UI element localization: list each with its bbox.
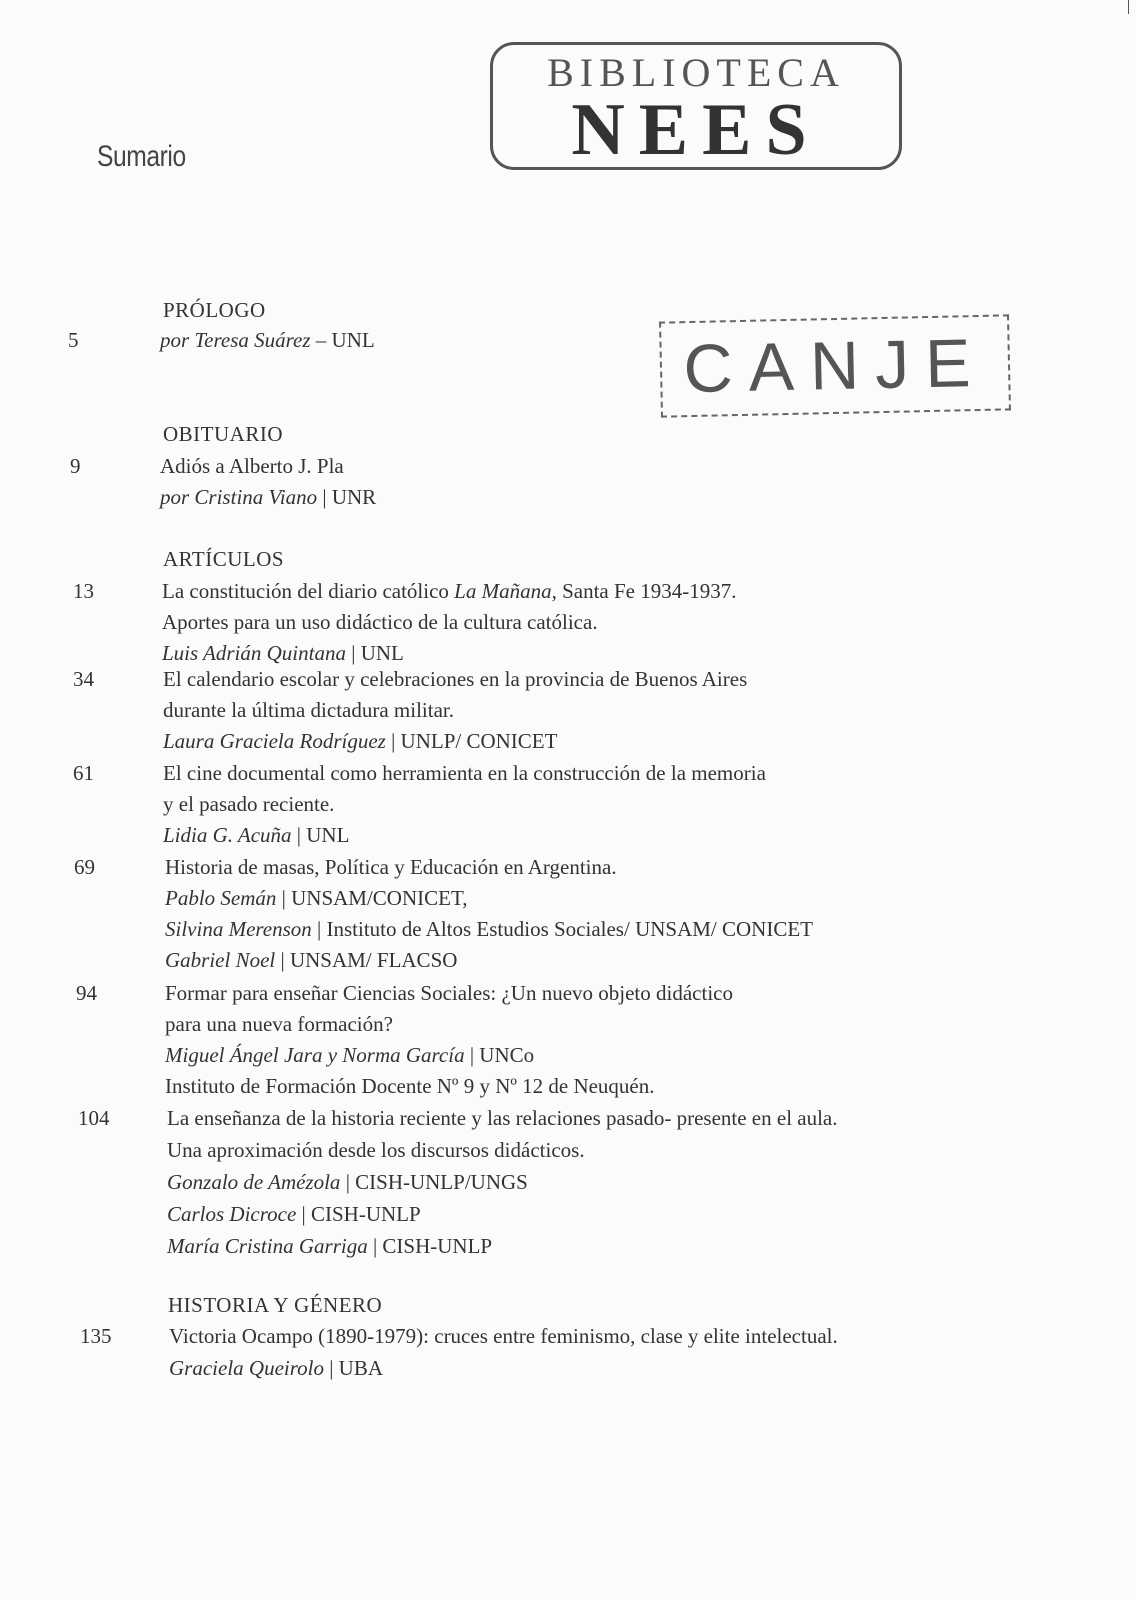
toc-text: y el pasado reciente. [163,792,335,816]
toc-text: | UNLP/ CONICET [385,729,558,753]
toc-text: El calendario escolar y celebraciones en la provincia de Buenos Aires [163,667,748,691]
toc-page-number: 94 [76,981,97,1005]
toc-author-or-italic-text: Carlos Dicroce [167,1202,297,1226]
toc-text: , Santa Fe 1934-1937. [551,579,737,603]
toc-text: La constitución del diario católico [162,579,455,603]
toc-entry-line [160,484,376,510]
toc-author-or-italic-text: Laura Graciela Rodríguez [163,729,386,753]
toc-text: para una nueva formación? [165,1012,393,1036]
toc-entry-line [162,609,598,635]
toc-entry-line [165,1073,655,1099]
toc-entry-line [169,1355,383,1381]
toc-text: Historia de masas, Política y Educación en Argentina. [165,855,617,879]
toc-entry-line [165,1042,534,1068]
toc-entry-line [163,666,747,692]
toc-entry-line [162,640,404,666]
toc-text: | UNL [345,641,404,665]
toc-text: Aportes para un uso didáctico de la cultura católica. [162,610,598,634]
toc-text: | Instituto de Altos Estudios Sociales/ UNSAM/ CONICET [311,917,813,941]
toc-text: | UBA [323,1356,383,1380]
toc-author-or-italic-text: Gabriel Noel [165,948,276,972]
toc-entry-line [167,1105,838,1131]
section-heading-articulos: ARTÍCULOS [163,547,285,571]
stamp-line-nees: NEES [571,89,821,171]
section-heading-obituario: OBITUARIO [163,422,283,446]
toc-entry-line [163,697,454,723]
toc-text: Adiós a Alberto J. Pla [160,454,344,478]
toc-entry-line [163,822,349,848]
toc-entry-line [165,854,617,880]
biblioteca-nees-stamp [490,42,902,170]
toc-text: Instituto de Formación Docente Nº 9 y Nº 12 de Neuquén. [165,1074,655,1098]
toc-entry-line [163,760,766,786]
section-heading-historia-genero: HISTORIA Y GÉNERO [168,1293,383,1317]
toc-entry-line [165,1011,393,1037]
toc-entry-line [167,1137,585,1163]
toc-entry-line [167,1169,528,1195]
toc-page-number: 9 [70,454,81,478]
toc-entry-line [167,1233,492,1259]
toc-page-number: 61 [73,761,94,785]
toc-text: Victoria Ocampo (1890-1979): cruces entre feminismo, clase y elite intelectual. [169,1324,838,1348]
toc-author-or-italic-text: por Cristina Viano [160,485,318,509]
toc-author-or-italic-text: Miguel Ángel Jara y Norma García [165,1043,465,1067]
toc-author-or-italic-text: Graciela Queirolo [169,1356,324,1380]
toc-entry-line [160,327,375,353]
toc-text: Formar para enseñar Ciencias Sociales: ¿Un nuevo objeto didáctico [165,981,733,1005]
toc-author-or-italic-text: Luis Adrián Quintana [162,641,346,665]
stamp-line-biblioteca: BIBLIOTECA [547,50,845,95]
toc-entry-line [165,980,733,1006]
toc-text: | UNR [317,485,377,509]
toc-page-number: 104 [78,1106,110,1130]
toc-author-or-italic-text: por Teresa Suárez [160,328,311,352]
toc-entry-line [163,791,334,817]
toc-text: | UNSAM/ FLACSO [275,948,458,972]
toc-text: | CISH-UNLP [367,1234,493,1258]
toc-author-or-italic-text: Silvina Merenson [165,917,312,941]
page-title: Sumario [97,140,186,173]
toc-text: La enseñanza de la historia reciente y las relaciones pasado- presente en el aula. [167,1106,838,1130]
toc-entry-line [167,1201,421,1227]
toc-entry-line [160,453,344,479]
toc-page-number: 13 [73,579,94,603]
toc-entry-line [163,728,557,754]
toc-text: durante la última dictadura militar. [163,698,454,722]
toc-entry-line [165,916,813,942]
toc-entry-line [169,1323,838,1349]
toc-text: – UNL [310,328,375,352]
toc-text: | CISH-UNLP/UNGS [340,1170,528,1194]
toc-page-number: 135 [80,1324,112,1348]
section-heading-prologo: PRÓLOGO [163,298,266,322]
toc-text: El cine documental como herramienta en la construcción de la memoria [163,761,766,785]
toc-page-number: 34 [73,667,94,691]
toc-entry-line [165,947,457,973]
toc-text: | UNSAM/CONICET, [276,886,468,910]
toc-text: | UNL [291,823,350,847]
toc-page-number: 69 [74,855,95,879]
toc-entry-line [162,578,737,604]
toc-author-or-italic-text: Pablo Semán [165,886,277,910]
scan-edge-mark [1128,0,1129,14]
toc-text: | UNCo [464,1043,535,1067]
toc-entry-line [165,885,467,911]
toc-author-or-italic-text: María Cristina Garriga [167,1234,368,1258]
toc-text: | CISH-UNLP [296,1202,421,1226]
toc-page-number: 5 [68,328,79,352]
toc-author-or-italic-text: Lidia G. Acuña [163,823,292,847]
toc-author-or-italic-text: Gonzalo de Amézola [167,1170,341,1194]
toc-author-or-italic-text: La Mañana [454,579,552,603]
canje-stamp: CANJE [659,314,1011,417]
toc-text: Una aproximación desde los discursos didácticos. [167,1138,585,1162]
